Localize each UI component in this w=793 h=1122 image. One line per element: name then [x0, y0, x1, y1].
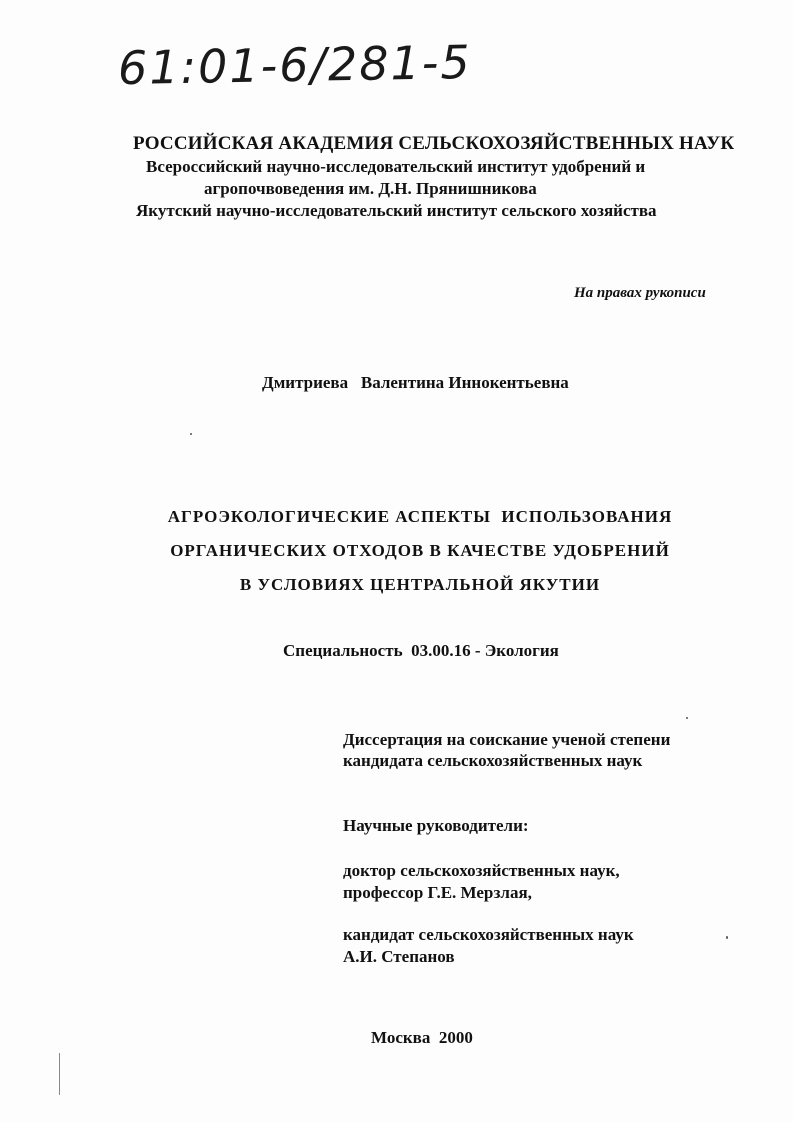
institute1-line1: Всероссийский научно-исследовательский институт удобрений и — [146, 157, 646, 176]
author-name — [262, 373, 569, 393]
advisor1-degree: доктор сельскохозяйственных наук, — [343, 861, 620, 880]
specialty: Специальность 03.00.16 - Экология — [283, 641, 559, 660]
scan-speck — [190, 433, 192, 435]
institute1-line2: агропочвоведения им. Д.Н. Прянишникова — [204, 179, 537, 198]
dissertation-line2: кандидата сельскохозяйственных наук — [343, 751, 643, 770]
advisor1-name: профессор Г.Е. Мерзлая, — [343, 883, 532, 902]
dissertation-title — [120, 500, 720, 602]
dissertation-degree — [343, 729, 670, 771]
advisor2-degree: кандидат сельскохозяйственных наук — [343, 925, 634, 944]
dissertation-line1: Диссертация на соискание ученой степени — [343, 730, 671, 749]
scan-speck — [686, 717, 688, 719]
institute2-name: Якутский научно-исследовательский институт сельского хозяйства — [136, 201, 657, 220]
scan-edge-line — [59, 1053, 60, 1095]
title-line1: АГРОЭКОЛОГИЧЕСКИЕ АСПЕКТЫ ИСПОЛЬЗОВАНИЯ — [167, 507, 673, 526]
title-line3: В УСЛОВИЯХ ЦЕНТРАЛЬНОЙ ЯКУТИИ — [239, 575, 601, 594]
scan-speck — [726, 936, 728, 939]
title-line2: ОРГАНИЧЕСКИХ ОТХОДОВ В КАЧЕСТВЕ УДОБРЕНИЙ — [170, 541, 670, 560]
manuscript-note: На правах рукописи — [574, 285, 706, 301]
advisor-2 — [343, 924, 634, 968]
city-year: Москва 2000 — [371, 1028, 473, 1047]
advisor2-name: А.И. Степанов — [343, 947, 455, 966]
academy-name: РОССИЙСКАЯ АКАДЕМИЯ СЕЛЬСКОХОЗЯЙСТВЕННЫХ НАУК — [133, 133, 735, 154]
author-text: Дмитриева Валентина Иннокентьевна — [262, 373, 569, 392]
advisors-label: Научные руководители: — [343, 816, 529, 835]
advisor-1 — [343, 860, 620, 904]
handwritten-archive-code: 61:01-6/281-5 — [117, 34, 473, 96]
